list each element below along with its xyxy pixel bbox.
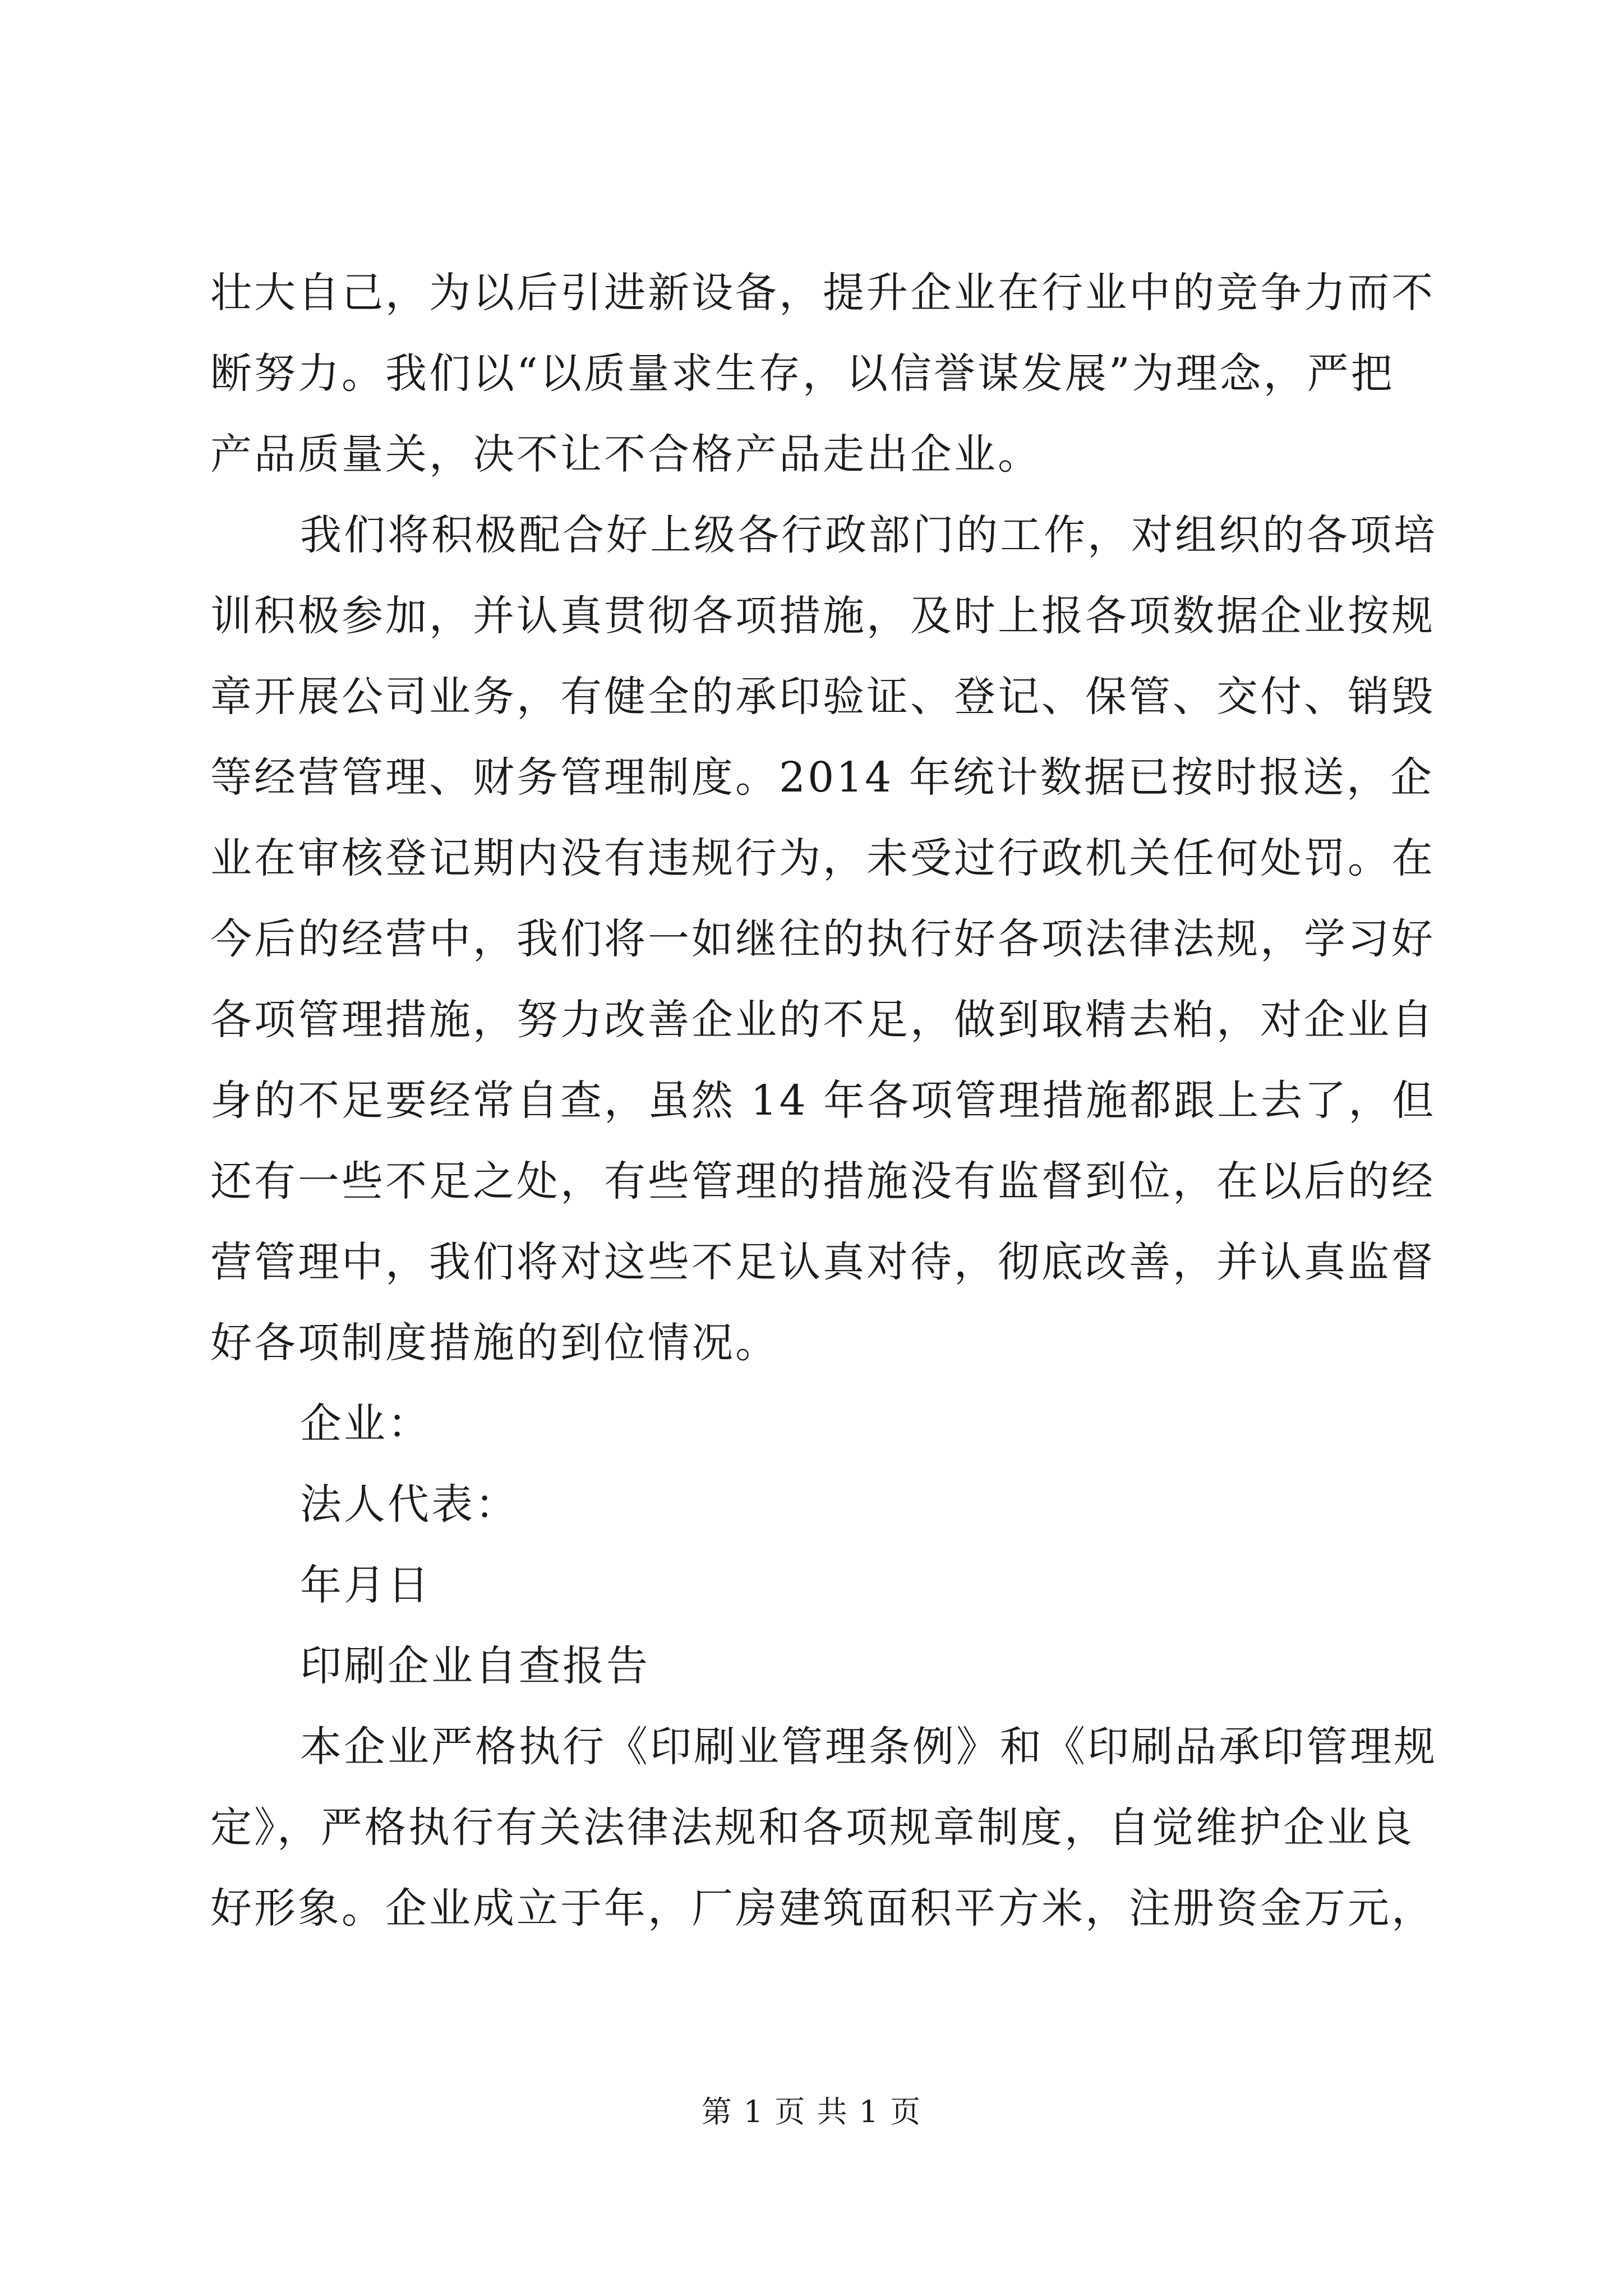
text-line: 各项管理措施，努力改善企业的不足，做到取精去粕，对企业自 [210, 996, 1435, 1044]
text-line: 定》，严格执行有关法律法规和各项规章制度，自觉维护企业良 [210, 1803, 1414, 1852]
text-line: 章开展公司业务，有健全的承印验证、登记、保管、交付、销毁 [210, 673, 1435, 721]
text-line: 壮大自己，为以后引进新设备，提升企业在行业中的竞争力而不 [210, 269, 1435, 317]
page-number-footer: 第 1 页 共 1 页 [701, 2094, 922, 2129]
paragraph-start-line: 本企业严格执行《印刷业管理条例》和《印刷品承印管理规 [300, 1723, 1437, 1771]
text-line: 业在审核登记期内没有违规行为，未受过行政机关任何处罚。在 [210, 834, 1435, 882]
text-line: 身的不足要经常自查，虽然 14 年各项管理措施都跟上去了，但 [210, 1076, 1436, 1125]
signature-date-label: 年月日 [300, 1561, 431, 1609]
text-line: 产品质量关，决不让不合格产品走出企业。 [210, 430, 1041, 478]
signature-company-label: 企业： [300, 1400, 431, 1448]
text-line: 还有一些不足之处，有些管理的措施没有监督到位，在以后的经 [210, 1157, 1435, 1205]
text-line: 等经营管理、财务管理制度。2014 年统计数据已按时报送，企 [210, 753, 1434, 802]
text-line: 好各项制度措施的到位情况。 [210, 1319, 779, 1367]
text-line: 今后的经营中，我们将一如继往的执行好各项法律法规，学习好 [210, 915, 1435, 963]
paragraph-start-line: 我们将积极配合好上级各行政部门的工作，对组织的各项培 [300, 511, 1437, 559]
document-body [210, 252, 1437, 1949]
section-title: 印刷企业自查报告 [300, 1642, 650, 1690]
text-line: 营管理中，我们将对这些不足认真对待，彻底改善，并认真监督 [210, 1238, 1435, 1286]
text-line: 训积极参加，并认真贯彻各项措施，及时上报各项数据企业按规 [210, 592, 1435, 640]
text-line: 好形象。企业成立于年，厂房建筑面积平方米，注册资金万元， [210, 1884, 1435, 1932]
signature-legal-rep-label: 法人代表： [300, 1480, 519, 1529]
text-line: 断努力。我们以“以质量求生存，以信誉谋发展”为理念，严把 [210, 349, 1395, 398]
